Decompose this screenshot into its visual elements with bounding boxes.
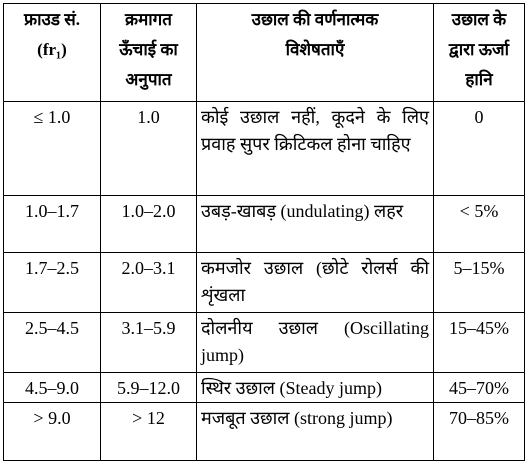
table-row: [4, 102, 525, 196]
description-cell: उबड़-खाबड़ (undulating) लहर: [197, 196, 434, 253]
energy-loss-cell: 70–85%: [434, 403, 525, 461]
hydraulic-jump-table-wrapper: [3, 3, 525, 461]
header-froude-line-1: फ्राउड सं.: [24, 10, 80, 29]
depth-ratio-cell: 2.0–3.1: [101, 253, 197, 313]
description-cell: स्थिर उछाल (Steady jump): [197, 373, 434, 403]
header-description: [197, 4, 434, 102]
header-energy-loss-line-3: हानि: [465, 70, 493, 89]
energy-loss-cell: 5–15%: [434, 253, 525, 313]
description-cell: कोई उछाल नहीं, कूदने के लिए प्रवाह सुपर क्रिटिकल होना चाहिए: [197, 102, 434, 196]
header-froude-number: [4, 4, 101, 102]
header-energy-loss: [434, 4, 525, 102]
table-row: [4, 403, 525, 461]
froude-cell: 1.0–1.7: [4, 196, 101, 253]
depth-ratio-cell: > 12: [101, 403, 197, 461]
froude-cell: 4.5–9.0: [4, 373, 101, 403]
energy-loss-cell: < 5%: [434, 196, 525, 253]
header-energy-loss-line-1: उछाल के: [451, 10, 507, 29]
energy-loss-cell: 45–70%: [434, 373, 525, 403]
depth-ratio-cell: 3.1–5.9: [101, 313, 197, 373]
table-row: [4, 373, 525, 403]
depth-ratio-cell: 1.0–2.0: [101, 196, 197, 253]
depth-ratio-cell: 5.9–12.0: [101, 373, 197, 403]
table-row: [4, 196, 525, 253]
energy-loss-cell: 0: [434, 102, 525, 196]
header-energy-loss-line-2: द्वारा ऊर्जा: [448, 40, 510, 59]
description-cell: कमजोर उछाल (छोटे रोलर्स की शृंखला: [197, 253, 434, 313]
header-row: [4, 4, 525, 102]
description-cell: मजबूत उछाल (strong jump): [197, 403, 434, 461]
header-description-line-1: उछाल की वर्णनात्मक: [251, 10, 379, 29]
energy-loss-cell: 15–45%: [434, 313, 525, 373]
header-depth-ratio-line-3: अनुपात: [125, 70, 172, 89]
hydraulic-jump-table: [3, 3, 525, 461]
table-row: [4, 313, 525, 373]
table-row: [4, 253, 525, 313]
header-depth-ratio-line-2: ऊँचाई का: [119, 40, 178, 59]
header-description-line-2: विशेषताएँ: [285, 40, 345, 59]
header-froude-line-2: (fr₁): [37, 40, 67, 59]
header-depth-ratio-line-1: क्रमागत: [125, 10, 172, 29]
depth-ratio-cell: 1.0: [101, 102, 197, 196]
froude-cell: > 9.0: [4, 403, 101, 461]
froude-cell: 2.5–4.5: [4, 313, 101, 373]
header-depth-ratio: [101, 4, 197, 102]
description-cell: दोलनीय उछाल (Oscillating jump): [197, 313, 434, 373]
froude-cell: 1.7–2.5: [4, 253, 101, 313]
froude-cell: ≤ 1.0: [4, 102, 101, 196]
